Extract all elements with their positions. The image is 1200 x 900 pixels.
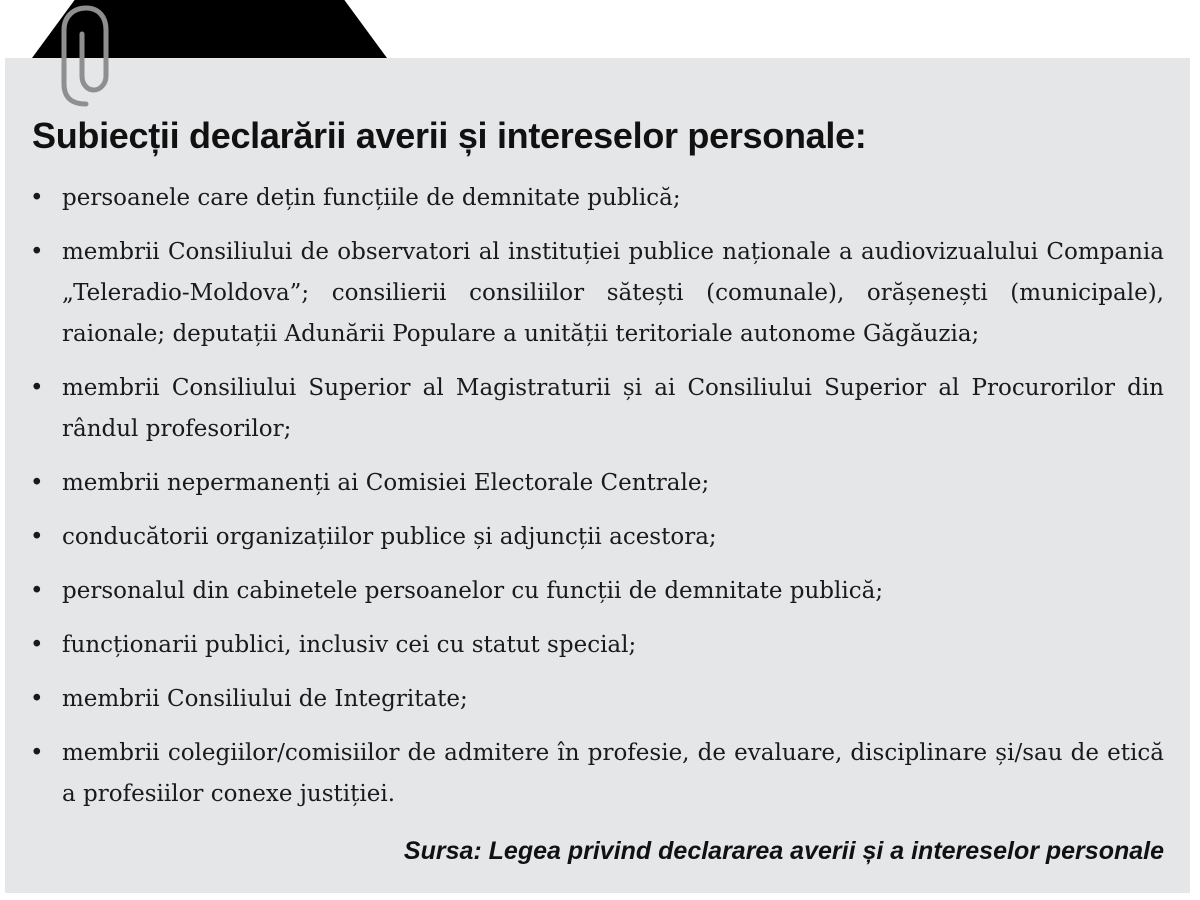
list-item-text: membrii Consiliului de Integritate; bbox=[62, 686, 468, 712]
list-item-text: membrii Consiliului de observatori al instituției publice naționale a audiovizualului Compania „Teleradio-Moldova”; consilierii consiliilor sătești (comunale), orășenești (municipale), raionale; deputații Adunării Populare a unității teritoriale autonome Găgăuzia; bbox=[62, 239, 1164, 347]
bullet-icon: • bbox=[30, 632, 44, 658]
source-citation: Sursa: Legea privind declararea averii și a intereselor personale bbox=[403, 837, 1164, 865]
list-item-text: membrii Consiliului Superior al Magistraturii și ai Consiliului Superior al Procurorilor din rândul profesorilor; bbox=[62, 375, 1164, 442]
bullet-icon: • bbox=[30, 375, 44, 401]
bullet-icon: • bbox=[30, 524, 44, 550]
list-item-text: personalul din cabinetele persoanelor cu funcții de demnitate publică; bbox=[62, 578, 884, 604]
list-item bbox=[30, 571, 1164, 612]
bullet-icon: • bbox=[30, 470, 44, 496]
list-item bbox=[30, 463, 1164, 504]
list-item bbox=[30, 733, 1164, 815]
list-item-text: membrii nepermanenți ai Comisiei Electorale Centrale; bbox=[62, 470, 710, 496]
list-item-text: funcționarii publici, inclusiv cei cu statut special; bbox=[62, 632, 637, 658]
list-item-text: persoanele care dețin funcțiile de demnitate publică; bbox=[62, 185, 681, 211]
bullet-icon: • bbox=[30, 578, 44, 604]
bullet-icon: • bbox=[30, 239, 44, 265]
subjects-list bbox=[30, 178, 1164, 828]
list-item bbox=[30, 178, 1164, 219]
list-item bbox=[30, 517, 1164, 558]
bullet-icon: • bbox=[30, 686, 44, 712]
list-item bbox=[30, 679, 1164, 720]
list-item bbox=[30, 232, 1164, 355]
panel-title: Subiecții declarării averii și intereselor personale: bbox=[32, 115, 867, 156]
list-item bbox=[30, 368, 1164, 450]
list-item-text: conducătorii organizațiilor publice și adjuncții acestora; bbox=[62, 524, 717, 550]
bullet-icon: • bbox=[30, 740, 44, 766]
paperclip-icon bbox=[56, 4, 116, 116]
list-item bbox=[30, 625, 1164, 666]
list-item-text: membrii colegiilor/comisiilor de admitere în profesie, de evaluare, disciplinare și/sau de etică a profesiilor conexe justiției. bbox=[62, 740, 1164, 807]
bullet-icon: • bbox=[30, 185, 44, 211]
